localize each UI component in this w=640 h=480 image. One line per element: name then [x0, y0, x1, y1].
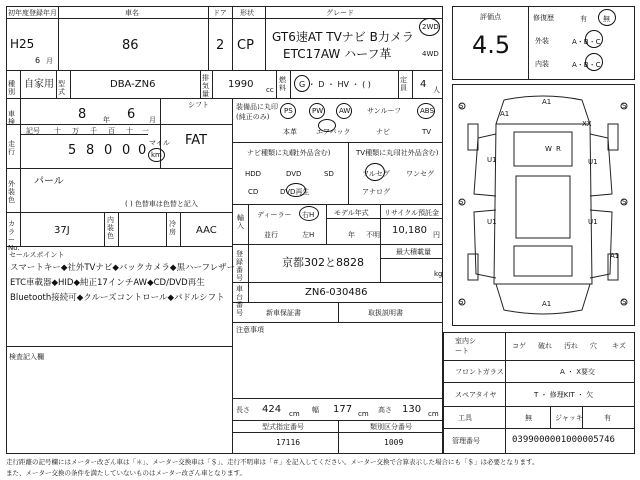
wid-label: 幅: [312, 406, 319, 414]
mileage-digit: 8: [86, 143, 95, 158]
windshield-value: A ・ X要交: [560, 368, 596, 376]
model-year-label: モデル年式: [334, 209, 369, 217]
nav-sd: SD: [324, 170, 334, 178]
class-label: 類別区分番号: [370, 423, 412, 431]
nav-cd: CD: [248, 188, 259, 196]
inspect-month: 6: [127, 107, 136, 122]
airbag-circle: [318, 119, 336, 132]
ac-label: 冷房: [169, 220, 176, 236]
interior-rating-label: 内装: [535, 60, 549, 68]
ac-value: AAC: [196, 225, 217, 236]
sales-point-label: セールスポイント: [9, 251, 65, 259]
wid-unit: cm: [358, 410, 369, 418]
windshield-label: フロントガラス: [455, 368, 504, 376]
drive-2wd: 2WD: [422, 23, 439, 31]
doors-label: ドア: [213, 9, 227, 17]
inspect-year-unit: 年: [103, 116, 110, 124]
equip-leather: 本革: [283, 128, 297, 136]
tv-fullseg: フルセグ: [362, 170, 390, 178]
max-load-unit: kg: [434, 270, 443, 278]
cap-value: 4: [420, 79, 427, 90]
mileage-label: 走行: [8, 140, 15, 156]
equip-tv: TV: [422, 128, 432, 136]
exterior-b-circle: [585, 30, 603, 48]
jack-label: ジャッキ: [555, 414, 583, 422]
tv-label: TV種類に丸印: [356, 149, 401, 157]
color-no-label: カラーNo.: [8, 220, 20, 252]
import-dealer: ディーラー: [257, 211, 292, 219]
interior-b-circle: [585, 53, 603, 71]
main-form: [6, 6, 443, 454]
damage-mark: A1: [542, 300, 552, 308]
use-value: 自家用: [24, 79, 54, 90]
digit-head-1: 万: [72, 127, 79, 135]
len-label: 長さ: [236, 406, 250, 414]
seat-item: 穴: [590, 342, 597, 350]
grade-line1: GT6速AT TVナビ B力メラ: [272, 30, 414, 44]
exterior-label: 外装: [535, 37, 549, 45]
equip-label: 装備品に丸印: [236, 103, 278, 111]
damage-mark: U1: [588, 158, 598, 166]
grade-label: グレード: [326, 9, 354, 17]
repair-no: 無: [603, 15, 610, 23]
import-label: 輸入: [237, 214, 244, 230]
drive-4wd: 4WD: [422, 50, 439, 58]
digit-head-3: 百: [108, 127, 115, 135]
type-value: DBA-ZN6: [110, 79, 156, 90]
type-no-value: 17116: [276, 438, 301, 447]
wid-value: 177: [333, 404, 353, 415]
mileage-sub: 記号: [26, 127, 40, 135]
sales-line-3: Bluetooth接続可◆クルーズコントロール◆パドルシフト: [10, 293, 225, 303]
len-unit: cm: [289, 410, 300, 418]
import-parallel: 並行: [264, 231, 278, 239]
side-label: S: [622, 102, 627, 110]
inspector-label: 検査記入欄: [9, 353, 44, 361]
side-label: S: [622, 298, 627, 306]
car-diagram: [452, 84, 635, 326]
seat-label: 室内シート: [455, 337, 476, 355]
side-label: S: [459, 102, 464, 110]
use-label: 種別: [8, 80, 15, 96]
reg-month-unit: 月: [46, 57, 53, 65]
mgmt-label: 管理番号: [452, 437, 480, 445]
cc-label: 排気量: [202, 74, 209, 98]
side-label: S: [459, 198, 464, 206]
color-note: ( ) 色替車は色替と記入: [125, 200, 198, 208]
plate-value: 京都302と8828: [282, 256, 364, 269]
footer-line-2: また、メーター交換の条件を満たしていないものはメーター改ざん車となります。: [6, 469, 246, 477]
equip-pw: PW: [312, 107, 324, 115]
interior-grades: A・B・C: [572, 61, 601, 69]
damage-mark: R: [556, 145, 561, 153]
repair-yes: 有: [580, 15, 587, 23]
digit-head-0: 十: [54, 127, 61, 135]
tools-label: 工具: [458, 414, 472, 422]
hei-unit: cm: [428, 410, 439, 418]
damage-mark: A1: [500, 110, 510, 118]
fuel-label: 燃料: [279, 76, 286, 92]
nav-label: ナビ種類に丸印: [247, 149, 296, 157]
doors-value: 2: [216, 38, 225, 53]
mileage-digit: 0: [138, 143, 147, 158]
equip-aw: AW: [339, 107, 351, 115]
shape-value: CP: [237, 38, 254, 53]
color-value: パール: [34, 176, 64, 187]
digit-head-5: 一: [142, 127, 149, 135]
damage-mark: A1: [610, 252, 620, 260]
type-label: 型式: [58, 80, 65, 96]
footer-line-1: 走行距離の記号欄にはメーター改ざん車は「＊」、メーター交換車は「＄」、走行不明車は「＃」を記入してください。メーター交換で合算表示した場合にも「＄」は必要となります。: [6, 458, 539, 466]
equip-airbag: エアバック: [316, 128, 351, 136]
damage-mark: U1: [588, 218, 598, 226]
warranty-label: 新車保証書: [266, 309, 301, 317]
shift-value: FAT: [185, 133, 208, 148]
mileage-unit-alt: マイル: [149, 139, 170, 147]
exterior-grades: A・B・C: [572, 38, 601, 46]
sales-line-1: スマートキー◆社外TVナビ◆バックカメラ◆黒ハーフレザー: [10, 263, 236, 273]
manual-label: 取扱説明書: [368, 309, 403, 317]
side-label: S: [622, 198, 627, 206]
hei-value: 130: [402, 404, 422, 415]
damage-mark: W: [545, 145, 552, 153]
digit-head-2: 千: [90, 127, 97, 135]
equip-ps: PS: [284, 107, 293, 115]
plate-label: 登録番号: [236, 250, 243, 282]
model-label: 車名: [125, 9, 139, 17]
shape-label: 形状: [240, 9, 254, 17]
model-year-unknown: 不明: [366, 231, 380, 239]
damage-mark: XX: [582, 120, 592, 128]
mgmt-value: 0399000001000005746: [512, 435, 615, 445]
jack-value: 有: [604, 414, 611, 422]
nav-dvd-play: DVD再生: [280, 188, 310, 196]
reg-label: 初年度登録年月: [8, 9, 57, 17]
cc-unit: cc: [266, 86, 274, 94]
tv-oneseg: ワンセグ: [406, 170, 434, 178]
nav-sub: (社外品含む): [290, 149, 331, 157]
spare-value: T ・ 修理KIT ・ 欠: [534, 391, 594, 399]
chassis-value: ZN6-030486: [305, 287, 368, 298]
seat-item: 汚れ: [564, 342, 578, 350]
grade-line2: ETC17AW ハーフ革: [283, 47, 392, 61]
type-no-label: 型式指定番号: [262, 423, 304, 431]
equip-sunroof: サンルーフ: [367, 107, 402, 115]
mileage-digit: 0: [104, 143, 113, 158]
reg-month: 6: [35, 56, 41, 65]
damage-mark: U1: [487, 156, 497, 164]
tv-analog: アナログ: [362, 188, 390, 196]
score-label: 評価点: [480, 13, 501, 21]
damage-mark: U1: [487, 218, 497, 226]
handle-lh: 左H: [302, 231, 315, 239]
mileage-unit: km: [151, 151, 162, 159]
color-no-value: 37J: [54, 225, 70, 236]
equip-navi: ナビ: [376, 128, 390, 136]
tv-sub: (社外品含む): [398, 149, 439, 157]
max-load-label: 最大積載量: [396, 248, 431, 256]
cap-label: 定員: [400, 76, 407, 92]
notes-label: 注意事項: [236, 326, 264, 334]
chassis-label: 車台番号: [236, 285, 243, 317]
repair-label: 修復歴: [533, 14, 554, 22]
reg-year: H25: [10, 37, 35, 51]
mileage-digit: 5: [68, 143, 77, 158]
recycle-label: リサイクル預託金: [384, 209, 440, 217]
side-label: S: [459, 298, 464, 306]
recycle-value: 10,180: [392, 225, 427, 236]
recycle-unit: 円: [433, 231, 440, 239]
inspect-month-unit: 月: [149, 116, 156, 124]
equip-sub: (純正のみ): [236, 113, 270, 121]
model-year-unit: 年: [348, 231, 355, 239]
seat-item: キズ: [612, 342, 626, 350]
damage-mark: A1: [542, 98, 552, 106]
shift-label: シフト: [188, 101, 209, 109]
model-value: 86: [122, 38, 139, 53]
score-value: 4.5: [472, 31, 511, 59]
mileage-digit: 0: [122, 143, 131, 158]
color-label: 外装色: [8, 180, 15, 204]
sales-line-2: ETC車載器◆HID◆純正17インチAW◆CD/DVD再生: [10, 278, 205, 288]
digit-head-4: 十: [126, 127, 133, 135]
equip-abs: ABS: [420, 107, 434, 115]
tools-value: 無: [525, 414, 532, 422]
nav-dvd: DVD: [286, 170, 302, 178]
handle-rh: 右H: [302, 211, 315, 219]
inspect-label: 車検: [8, 110, 15, 126]
seat-item: 破れ: [538, 342, 552, 350]
seat-item: コゲ: [512, 342, 526, 350]
hei-label: 高さ: [378, 406, 392, 414]
fuel-options: G ・ D ・ HV ・ ( ): [299, 80, 371, 89]
inspect-year: 8: [78, 107, 87, 122]
spare-label: スペアタイヤ: [455, 391, 497, 399]
nav-hdd: HDD: [245, 170, 262, 178]
cc-value: 1990: [228, 79, 254, 90]
len-value: 424: [262, 404, 282, 415]
cap-unit: 人: [433, 86, 440, 94]
class-value: 1009: [384, 438, 404, 447]
interior-label: 内装色: [107, 216, 114, 240]
